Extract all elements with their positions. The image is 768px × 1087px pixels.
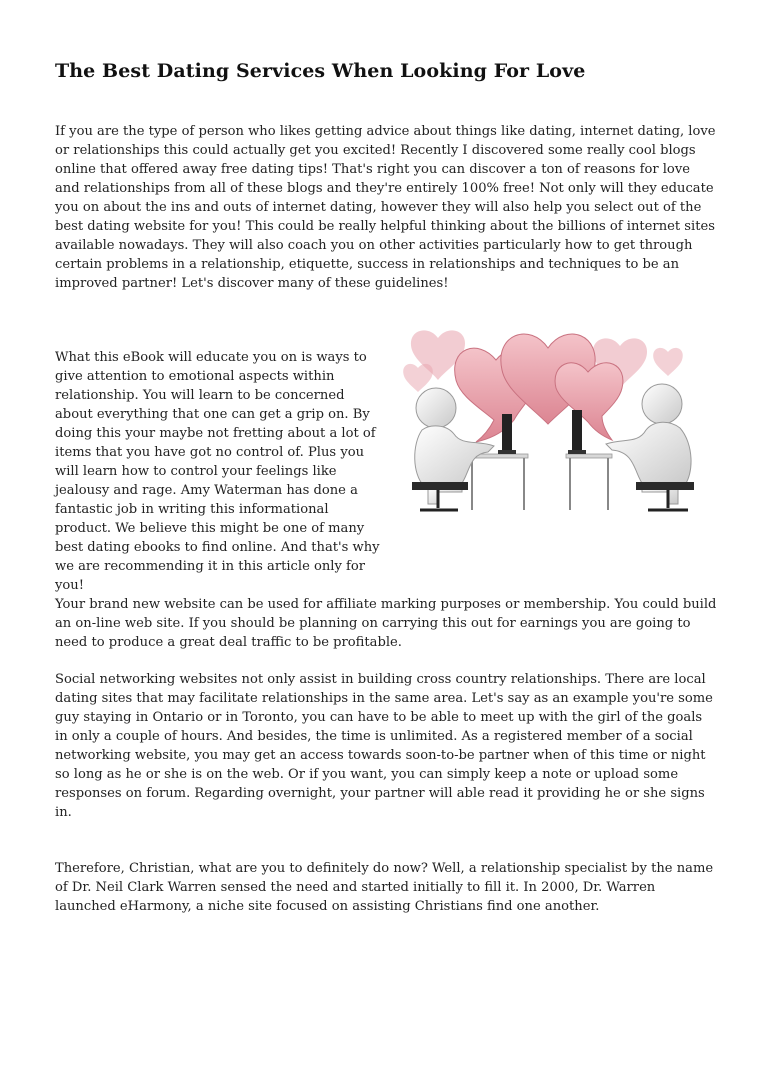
paragraph-intro: If you are the type of person who likes getting advice about things like dating, internet dating, love or relationships this could actually get you excited! Recently I discovered some really cool blogs online that offered away free dating tips! That's right you can discover a ton of reasons for love and relationships from all of these blogs and they're entirely 100% free! Not only will they educate you on about the ins and outs of internet dating, however they will also help you select out of the best dating website for you! This could be really helpful thinking about the billions of internet sites available nowadays. They will also coach you on other activities particularly how to get through certain problems in a relationship, etiquette, success in relationships and techniques to be an improved partner! Let's discover many of these guidelines! xyxy=(55,124,716,291)
text-heart-small-icon xyxy=(403,364,433,392)
paragraph-ebook: What this eBook will educate you on is ways to give attention to emotional aspects within relationship. You will learn to be concerned about everything that one can get a grip on. By doing this your maybe not fretting about a lot of items that you have got no control of. Plus you will learn how to control your feelings like jealousy and rage. Amy Waterman has done a fantastic job in writing this informational product. We believe this might be one of many best dating ebooks to find online. And that's why we are recommending it in this article only for you! xyxy=(55,350,380,593)
article-title: The Best Dating Services When Looking For Love xyxy=(55,60,586,82)
online-dating-illustration-icon xyxy=(398,324,716,516)
text-heart-right-small-icon xyxy=(653,348,683,376)
paragraph-social-networking: Social networking websites not only assist in building cross country relationships. There are local dating sites that may facilitate relationships in the same area. Let's say as an example you're some guy staying in Ontario or in Toronto, you can have to be able to meet up with the girl of the goals in only a couple of hours. And besides, the time is unlimited. As a registered member of a social networking website, you may get an access towards soon-to-be partner when of this time or night so long as he or she is on the web. Or if you want, you can simply keep a note or upload some responses on forum. Regarding overnight, your partner will able read it providing he or she signs in. xyxy=(55,672,713,820)
paragraph-website: Your brand new website can be used for affiliate marking purposes or membership. You could build an on-line web site. If you should be planning on carrying this out for earnings you are going to need to produce a great deal traffic to be profitable. xyxy=(55,597,717,650)
right-desk-icon xyxy=(566,410,612,510)
heart-bubble-right-icon xyxy=(555,363,623,440)
paragraph-eharmony: Therefore, Christian, what are you to definitely do now? Well, a relationship specialist by the name of Dr. Neil Clark Warren sensed the need and started initially to fill it. In 2000, Dr. Warren launched eHarmony, a niche site focused on assisting Christians find one another. xyxy=(55,861,714,914)
right-person-icon xyxy=(606,384,694,510)
